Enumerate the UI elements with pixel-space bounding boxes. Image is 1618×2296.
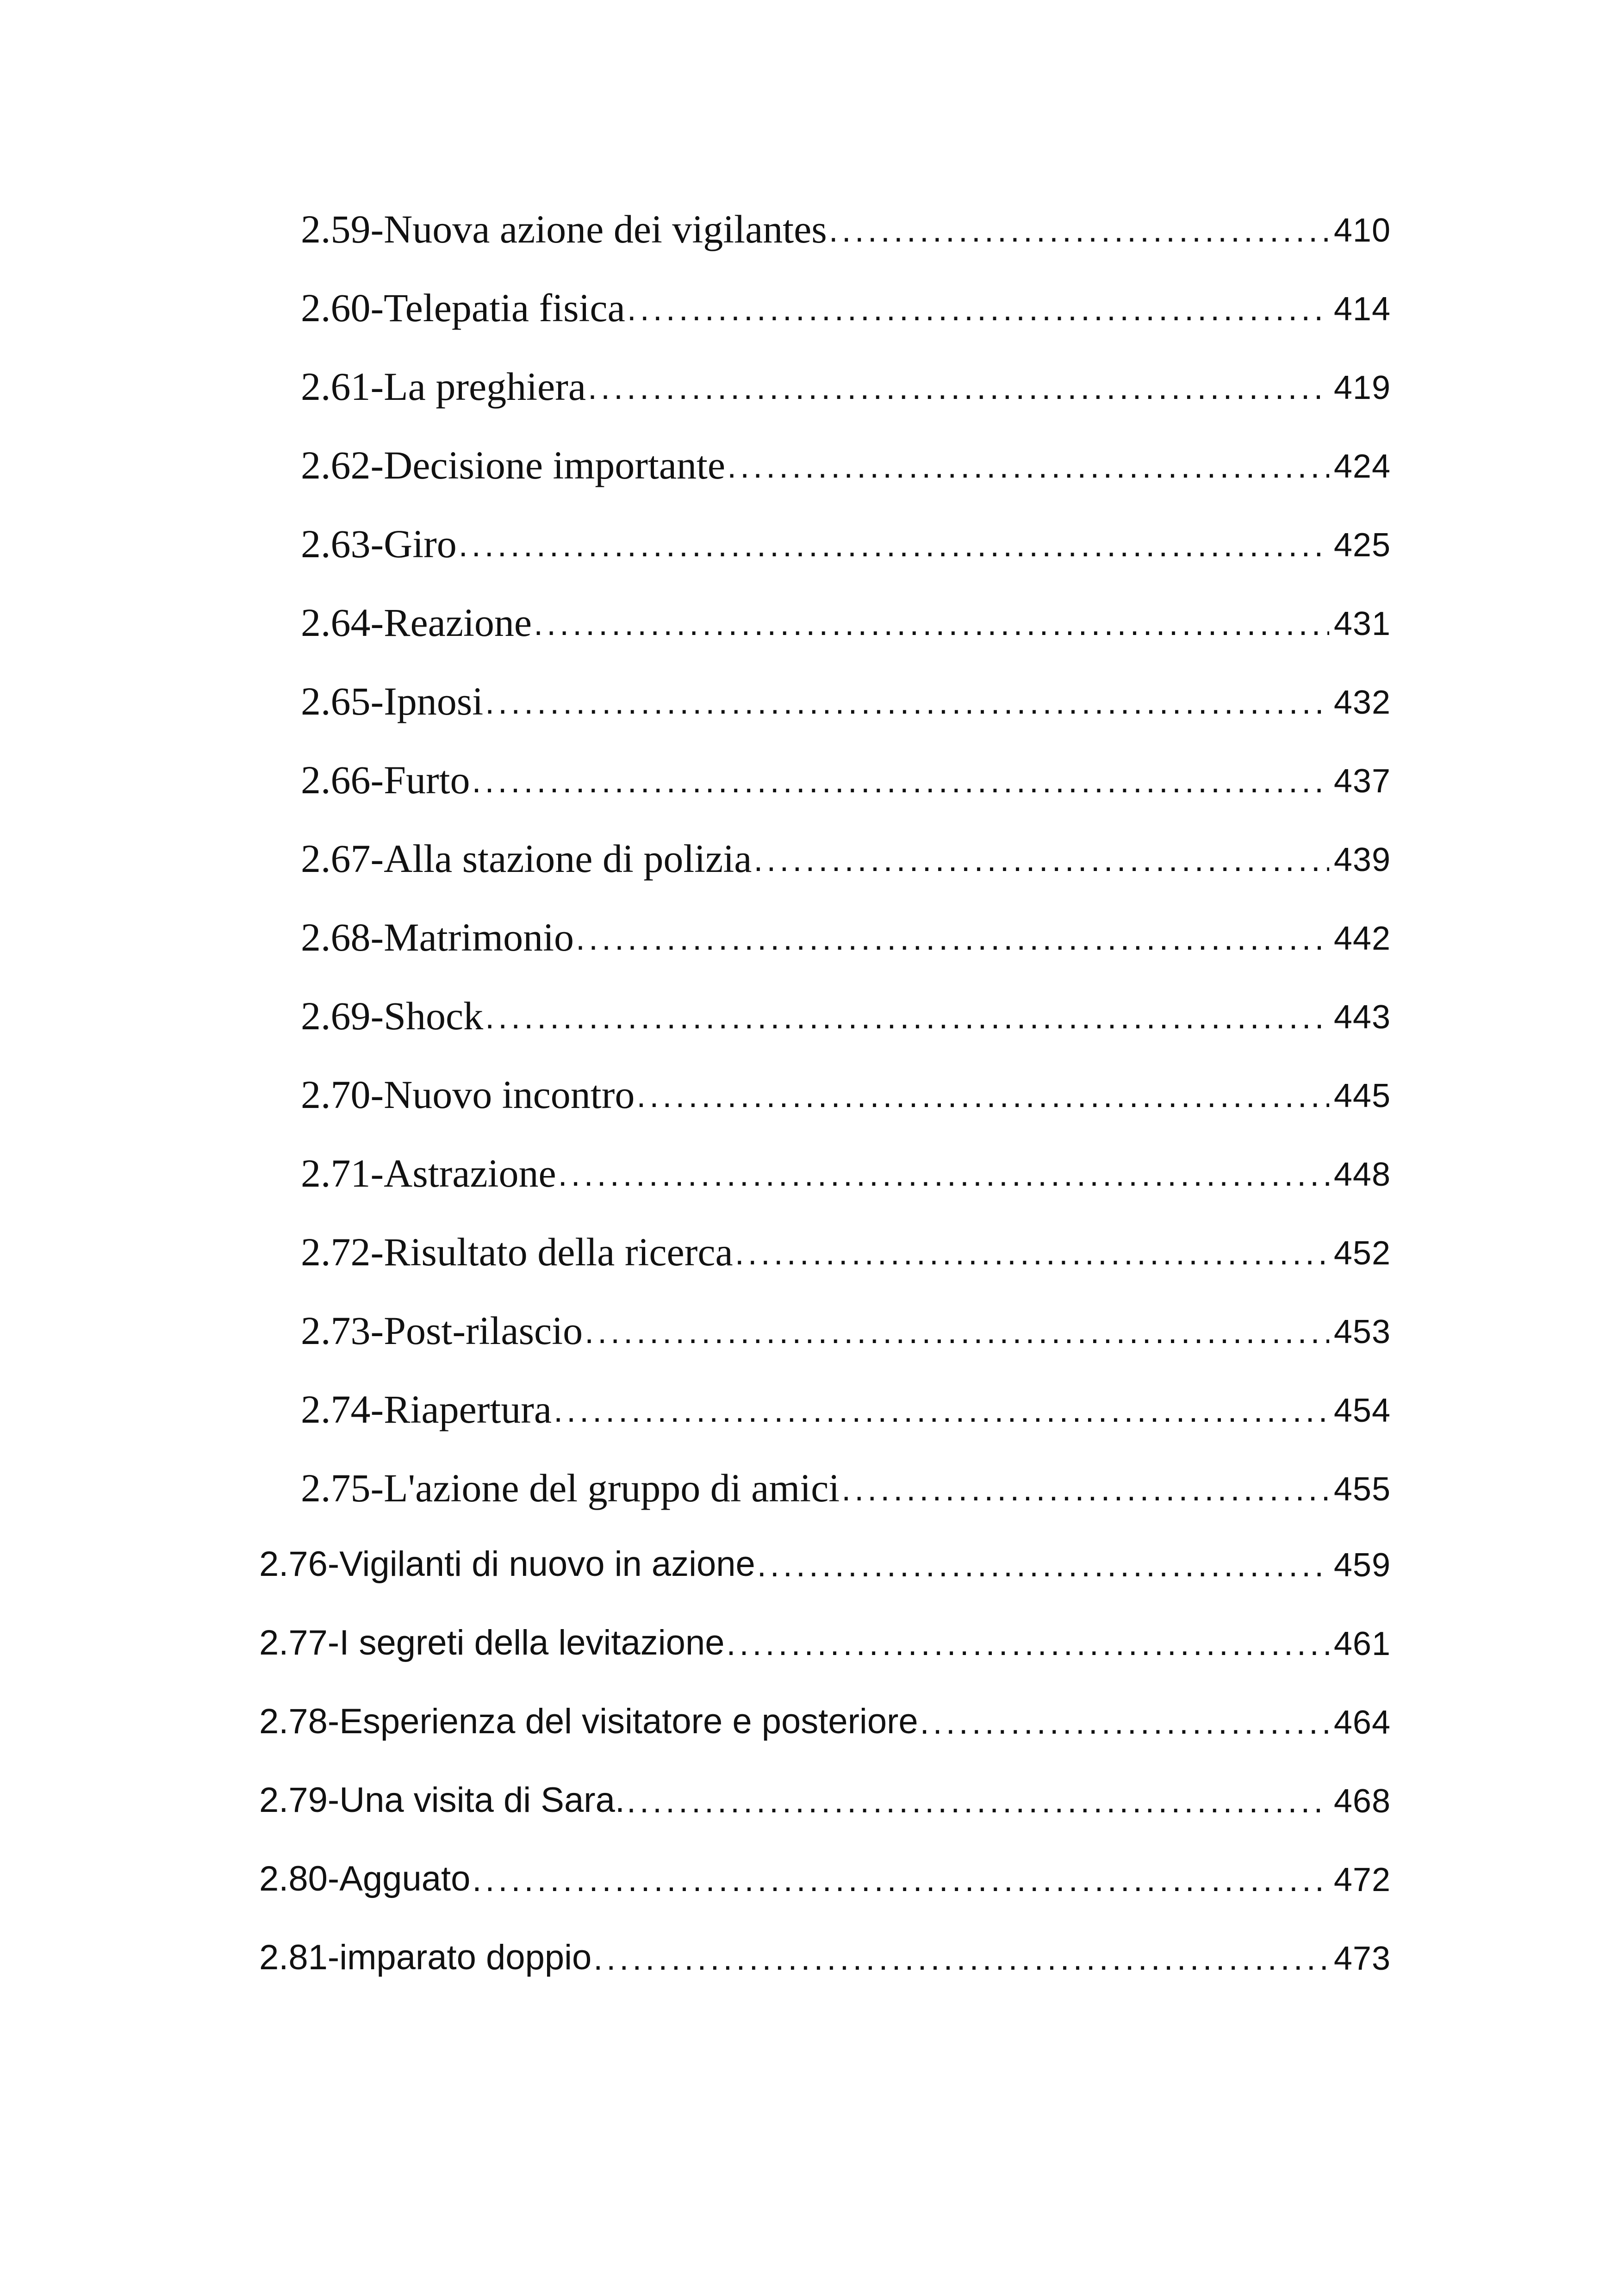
toc-entry-page: 431 (1333, 605, 1391, 642)
dot-leader (627, 288, 1329, 326)
dot-leader (829, 209, 1329, 247)
dot-leader (534, 603, 1329, 641)
toc-entry-title: 2.72-Risultato della ricerca (301, 1230, 733, 1274)
toc-entry-page: 425 (1333, 527, 1391, 564)
toc-entry-page: 459 (1333, 1547, 1391, 1584)
toc-entry[interactable] (0, 1940, 1391, 2019)
toc-entry-title: 2.68-Matrimonio (301, 915, 574, 959)
toc-entry[interactable] (0, 524, 1391, 603)
toc-entry-page: 445 (1333, 1077, 1391, 1114)
toc-entry[interactable] (0, 1780, 1391, 1861)
toc-entry-page: 453 (1333, 1313, 1391, 1350)
toc-entry-title: 2.81-imparato doppio (259, 1938, 592, 1977)
toc-entry-title: 2.66-Furto (301, 758, 470, 802)
toc-entry-page: 455 (1333, 1471, 1391, 1508)
toc-entry-title: 2.59-Nuova azione dei vigilantes (301, 207, 827, 251)
dot-leader (735, 1232, 1329, 1270)
dot-leader (459, 524, 1329, 562)
toc-entry-page: 437 (1333, 763, 1391, 800)
toc-entry-title: 2.80-Agguato (259, 1859, 471, 1898)
toc-entry[interactable] (0, 1153, 1391, 1232)
dot-leader (726, 1625, 1329, 1661)
dot-leader (593, 1940, 1329, 1975)
toc-entry[interactable] (0, 1704, 1391, 1783)
toc-entry-title: 2.62-Decisione importante (301, 443, 726, 487)
dot-leader (588, 367, 1329, 404)
toc-entry-page: 448 (1333, 1156, 1391, 1193)
toc-entry-title: 2.79-Una visita di Sara. (259, 1780, 625, 1820)
toc-entry[interactable] (0, 288, 1391, 367)
dot-leader (585, 1311, 1329, 1349)
toc-entry-page: 410 (1333, 212, 1391, 249)
toc-entry-title: 2.69-Shock (301, 994, 484, 1038)
dot-leader (576, 917, 1329, 955)
dot-leader (920, 1704, 1329, 1739)
toc-entry-page: 439 (1333, 841, 1391, 878)
dot-leader (757, 1547, 1329, 1582)
toc-entry[interactable] (0, 760, 1391, 839)
toc-entry[interactable] (0, 681, 1391, 760)
toc-entry-title: 2.63-Giro (301, 522, 457, 566)
toc-entry[interactable] (0, 1468, 1391, 1547)
toc-entry[interactable] (0, 209, 1391, 288)
dot-leader (841, 1468, 1329, 1506)
dot-leader (558, 1153, 1329, 1191)
toc-entry-title: 2.73-Post-rilascio (301, 1308, 583, 1353)
toc-entry[interactable] (0, 1544, 1391, 1625)
toc-entry[interactable] (0, 1308, 1391, 1389)
dot-leader (472, 1861, 1329, 1897)
dot-leader (485, 681, 1329, 719)
toc-entry-page: 432 (1333, 684, 1391, 721)
toc-entry-title: 2.70-Nuovo incontro (301, 1072, 635, 1117)
toc-entry-title: 2.76-Vigilanti di nuovo in azione (259, 1544, 755, 1584)
dot-leader (627, 1783, 1329, 1818)
toc-entry-page: 472 (1333, 1861, 1391, 1898)
toc-entry[interactable] (0, 1861, 1391, 1940)
toc-entry[interactable] (0, 1232, 1391, 1311)
toc-entry[interactable] (0, 364, 1391, 445)
toc-entry[interactable] (0, 917, 1391, 996)
dot-leader (636, 1075, 1329, 1113)
dot-leader (472, 760, 1329, 798)
dot-leader (554, 1389, 1329, 1427)
toc-entry[interactable] (0, 996, 1391, 1075)
toc-entry-title: 2.75-L'azione del gruppo di amici (301, 1466, 840, 1510)
dot-leader (727, 445, 1329, 483)
toc-entry-page: 468 (1333, 1783, 1391, 1820)
table-of-contents (0, 209, 1618, 2019)
toc-entry[interactable] (0, 1389, 1391, 1468)
toc-entry-page: 464 (1333, 1704, 1391, 1741)
toc-entry[interactable] (0, 600, 1391, 681)
toc-entry[interactable] (0, 445, 1391, 524)
toc-entry-title: 2.60-Telepatia fisica (301, 286, 625, 330)
toc-entry-page: 461 (1333, 1625, 1391, 1662)
toc-entry-page: 414 (1333, 291, 1391, 328)
toc-entry[interactable] (0, 1625, 1391, 1704)
toc-entry-page: 419 (1333, 369, 1391, 406)
toc-entry-page: 454 (1333, 1392, 1391, 1429)
toc-entry-title: 2.64-Reazione (301, 600, 532, 645)
dot-leader (485, 996, 1329, 1034)
toc-entry-page: 442 (1333, 920, 1391, 957)
toc-entry-title: 2.61-La preghiera (301, 364, 586, 409)
toc-entry-title: 2.78-Esperienza del visitatore e posteriore (259, 1702, 918, 1741)
toc-entry-page: 424 (1333, 448, 1391, 485)
toc-entry-title: 2.71-Astrazione (301, 1151, 556, 1195)
dot-leader (753, 839, 1329, 877)
toc-entry-title: 2.74-Riapertura (301, 1387, 552, 1431)
toc-entry[interactable] (0, 836, 1391, 917)
toc-entry[interactable] (0, 1072, 1391, 1153)
toc-entry-page: 452 (1333, 1235, 1391, 1272)
toc-entry-title: 2.67-Alla stazione di polizia (301, 836, 752, 881)
toc-entry-page: 473 (1333, 1940, 1391, 1977)
toc-entry-title: 2.65-Ipnosi (301, 679, 484, 723)
toc-entry-page: 443 (1333, 999, 1391, 1036)
toc-entry-title: 2.77-I segreti della levitazione (259, 1623, 725, 1662)
